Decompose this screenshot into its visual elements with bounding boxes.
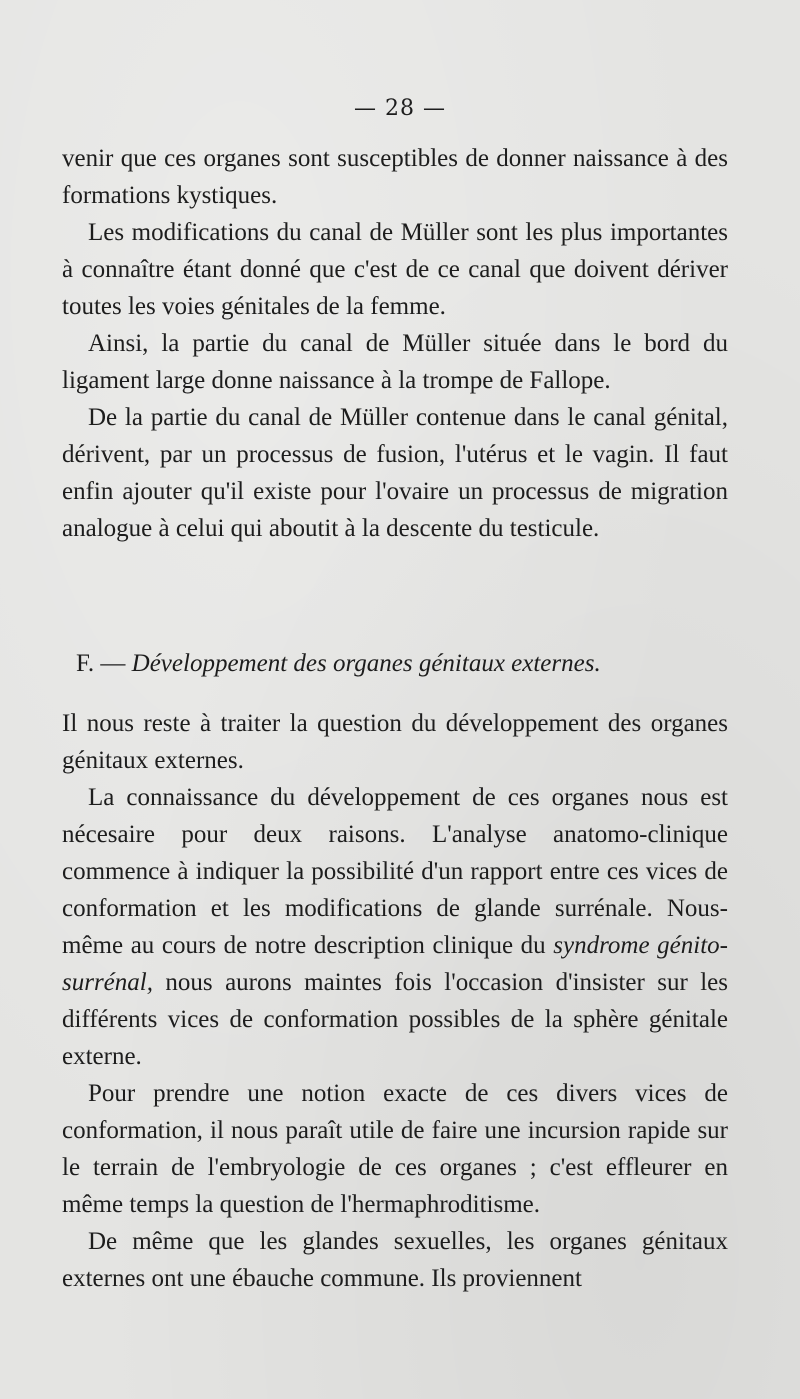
paragraph (62, 705, 728, 779)
paragraph-text: nous aurons maintes fois l'occasion d'insister sur les différents vices de conformation possibles de la sphère génitale externe. (62, 969, 729, 1070)
paragraph: De même que les glandes sexuelles, les organes génitaux externes ont une ébauche commune. Ils proviennent (62, 1228, 728, 1292)
page-number: — 28 — (354, 96, 446, 121)
paragraph: Ainsi, la partie du canal de Müller située dans le bord du ligament large donne naissance à la trompe de Fallope. (62, 330, 728, 394)
section-letter: F. — (76, 650, 126, 677)
text-block-top (62, 140, 728, 547)
paragraph: Pour prendre une notion exacte de ces divers vices de conformation, il nous paraît utile de faire une incursion rapide sur le terrain de l'embryologie de ces organes ; c'est effleurer en même temps la question de l'hermaphroditisme. (62, 1080, 728, 1218)
paragraph: De la partie du canal de Müller contenue dans le canal génital, dérivent, par un processus de fusion, l'utérus et le vagin. Il faut enfin ajouter qu'il existe pour l'ovaire un processus de migration analogue à celui qui aboutit à la descente du testicule. (62, 404, 728, 542)
paragraph: Les modifications du canal de Müller sont les plus importantes à connaître étant donné que c'est de ce canal que doivent dériver toutes les voies génitales de la femme. (62, 219, 728, 320)
paragraph (62, 779, 728, 1075)
emphasis-syndrome: syndrome génito-surrénal, (62, 932, 728, 996)
paragraph: venir que ces organes sont susceptibles de donner naissance à des formations kystiques. (62, 145, 728, 209)
paragraph-text: Il nous reste à traiter la question du développement des organes génitaux externes. (62, 710, 728, 774)
paragraph-text: La connaissance du développement de ces organes nous est nécesaire pour deux raisons. L'analyse anatomo-clinique commence à indiquer la possibilité d'un rapport entre ces vices de conformation et les modifications de glande surrénale. Nous-même au cours de notre description clinique du (62, 784, 728, 959)
section-title: Développement des organes génitaux externes. (131, 650, 601, 677)
text-block-bottom (62, 705, 728, 1297)
section-heading (76, 645, 756, 682)
